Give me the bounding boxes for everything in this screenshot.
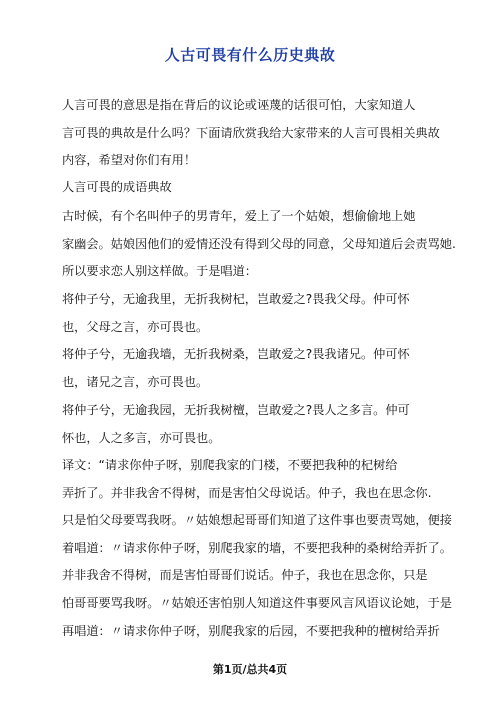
text-line: 只是怕父母要骂我呀。〃姑娘想起哥哥们知道了这件事也要责骂她，便接 bbox=[62, 513, 452, 528]
text-line: 家幽会。姑娘因他们的爱情还没有得到父母的同意，父母知道后会责骂她. bbox=[62, 236, 456, 251]
text-line: 也，诸兄之言，亦可畏也。 bbox=[62, 374, 209, 389]
text-line: 所以要求恋人别这样做。于是唱道： bbox=[62, 264, 257, 279]
text-line: 将仲子兮，无逾我园，无折我树檀，岂敢爱之?畏人之多言。仲可 bbox=[62, 403, 410, 417]
text-line: 人言可畏的意思是指在背后的议论或诬蔑的话很可怕，大家知道人 bbox=[62, 98, 416, 112]
text-line: 将仲子兮，无逾我里，无折我树杞，岂敢爱之?畏我父母。仲可怀 bbox=[62, 292, 410, 306]
text-line: 怕哥哥要骂我呀。〃姑娘还害怕别人知道这件事要风言风语议论她，于是 bbox=[62, 595, 452, 610]
text-line: 将仲子兮，无逾我墙，无折我树桑，岂敢爱之?畏我诸兄。仲可怀 bbox=[62, 347, 410, 361]
text-line: 译文：“请求你仲子呀，别爬我家的门楼，不要把我种的杞树给 bbox=[62, 458, 398, 472]
text-line: 言可畏的典故是什么吗？下面请欣赏我给大家带来的人言可畏相关典故 bbox=[62, 125, 440, 140]
paragraph-verse-1 bbox=[62, 286, 440, 341]
paragraph-translation bbox=[62, 452, 452, 645]
text-line: 古时候，有个名叫仲子的男青年，爱上了一个姑娘，想偷偷地上她 bbox=[62, 209, 416, 223]
text-line: 也，父母之言，亦可畏也。 bbox=[62, 319, 209, 334]
paragraph-verse-3 bbox=[62, 397, 440, 452]
paragraph-heading bbox=[62, 174, 440, 202]
page-number-footer: 第1页/总共4页 bbox=[212, 663, 288, 676]
paragraph-story bbox=[62, 203, 456, 286]
text-line: 并非我舍不得树，而是害怕哥哥们说话。仲子，我也在思念你，只是 bbox=[62, 568, 428, 583]
paragraph-verse-2 bbox=[62, 341, 440, 396]
text-line: 怀也，人之多言，亦可畏也。 bbox=[62, 430, 221, 445]
text-line: 弄折了。并非我舍不得树，而是害怕父母说话。仲子，我也在思念你. bbox=[62, 485, 432, 500]
text-line: 再唱道：〃请求你仲子呀，别爬我家的后园，不要把我种的檀树给弄折 bbox=[62, 623, 440, 638]
document-title: 人古可畏有什么历史典故 bbox=[164, 46, 336, 64]
text-line: 内容，希望对你们有用！ bbox=[62, 153, 197, 168]
text-line: 着唱道：〃请求你仲子呀，别爬我家的墙，不要把我种的桑树给弄折了。 bbox=[62, 540, 452, 555]
paragraph-intro bbox=[62, 92, 440, 175]
text-line: 人言可畏的成语典故 bbox=[62, 180, 172, 194]
